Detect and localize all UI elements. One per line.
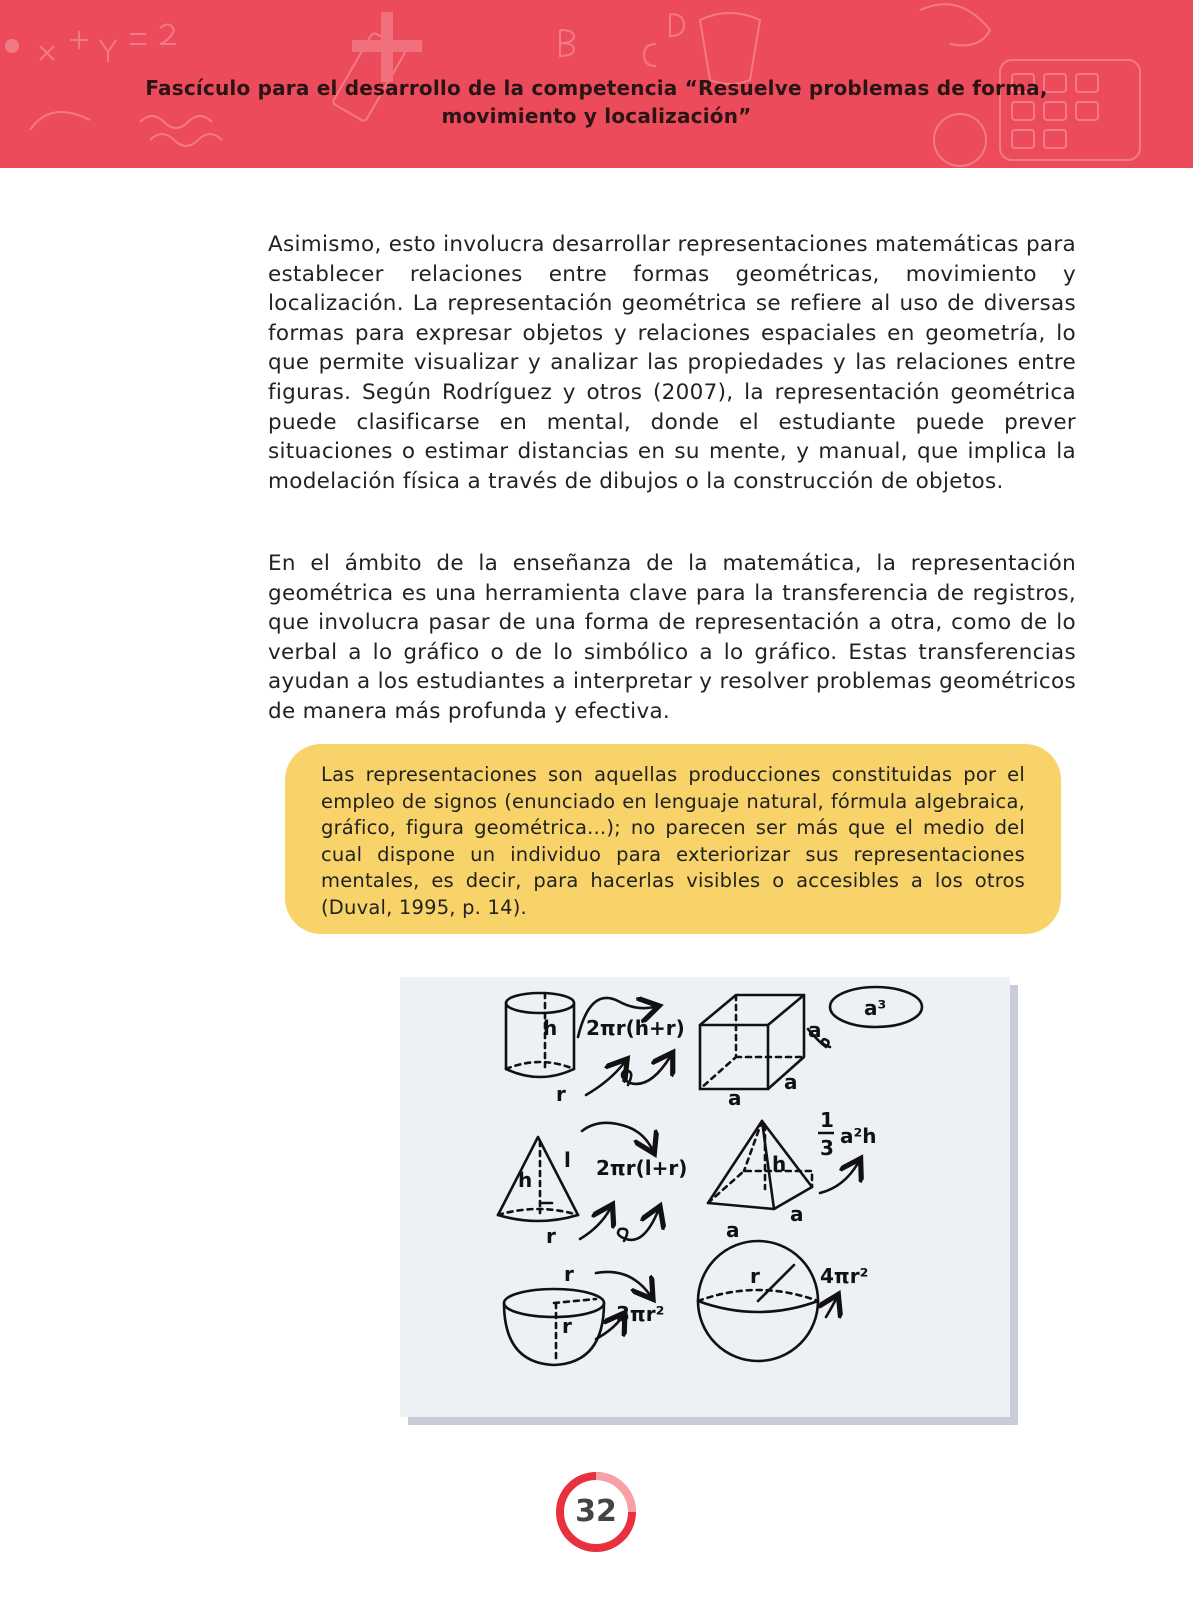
body-paragraph-2: En el ámbito de la enseñanza de la matemática, la representación geométrica es una herramienta clave para la transferencia de registros, que involucra pasar de una forma de representación a otra, como de lo verbal a lo gráfico o de lo simbólico a lo gráfico. Estas transferencias ayudan a los estudiantes a interpretar y resolver problemas geométricos de manera más profunda y efectiva.	[268, 551, 1076, 724]
pyramid-formula-denominator: 3	[820, 1136, 834, 1160]
arrow-icon	[582, 1123, 652, 1149]
page-number-badge	[554, 1470, 638, 1554]
body-paragraph-1: Asimismo, esto involucra desarrollar representaciones matemáticas para establecer relaciones entre formas geométricas, movimiento y localización. La representación geométrica se refiere al uso de diversas formas para expresar objetos y relaciones espaciales en geometría, lo que permite visualizar y analizar las propiedades y las relaciones entre figuras. Según Rodríguez y otros (2007), la representación geométrica puede clasificarse en mental, donde el estudiante puede prever situaciones o estimar distancias en su mente, y manual, que implica la modelación física a través de dibujos o la construcción de objetos.	[268, 232, 1076, 494]
cone-l-label: l	[564, 1148, 571, 1172]
quote-callout	[285, 744, 1061, 934]
quote-text: Las representaciones son aquellas producciones constituidas por el empleo de signos (enunciado en lenguaje natural, fórmula algebraica, gráfico, figura geométrica...); no parecen ser más que el medio del cual dispone un individuo para exteriorizar sus representaciones mentales, es decir, para hacerlas visibles o accesibles a los otros (Duval, 1995, p. 14).	[321, 763, 1025, 919]
arrow-icon	[580, 1209, 610, 1239]
title-line-1: Fascículo para el desarrollo de la competencia “Resuelve problemas de forma,	[145, 76, 1048, 100]
header-banner	[0, 0, 1193, 168]
cone-h-label: h	[518, 1168, 533, 1192]
hemisphere-r-inner-label: r	[562, 1314, 572, 1338]
arrow-icon	[826, 1299, 836, 1317]
cylinder-r-label: r	[556, 1082, 566, 1106]
pyramid-formula-numerator: 1	[820, 1108, 834, 1132]
hemisphere-shape	[504, 1289, 604, 1365]
cylinder-shape	[506, 993, 574, 1077]
cube-a-depth-label: a	[784, 1070, 798, 1094]
sphere-r-label: r	[750, 1264, 760, 1288]
pyramid-a-bottom-label: a	[726, 1218, 740, 1242]
sphere-formula: 4πr²	[820, 1264, 869, 1288]
pyramid-formula-tail: a²h	[840, 1124, 877, 1148]
arrow-icon	[622, 1057, 670, 1085]
sphere-shape	[698, 1241, 818, 1361]
cube-formula: a³	[864, 996, 887, 1020]
arrow-icon	[820, 1163, 858, 1193]
page-number: 32	[575, 1494, 617, 1529]
cylinder-h-label: h	[543, 1016, 558, 1040]
arrow-icon	[618, 1211, 658, 1241]
page-title	[60, 74, 1133, 130]
pyramid-h-label: h	[772, 1152, 787, 1176]
pyramid-shape	[708, 1121, 812, 1209]
hemisphere-r-top-label: r	[564, 1262, 574, 1286]
cube-a-side-label: a	[808, 1018, 822, 1042]
geometry-figure	[400, 977, 1010, 1417]
solids-illustration	[400, 977, 1010, 1417]
arrow-icon	[596, 1272, 650, 1295]
title-line-2: movimiento y localización”	[441, 104, 752, 128]
cone-r-label: r	[546, 1224, 556, 1248]
pyramid-a-side-label: a	[790, 1202, 804, 1226]
cylinder-formula: 2πr(h+r)	[586, 1016, 685, 1040]
hemisphere-formula: 3πr²	[616, 1302, 665, 1326]
arrow-icon	[586, 1063, 624, 1095]
cone-formula: 2πr(l+r)	[596, 1156, 688, 1180]
cube-a-bottom-label: a	[728, 1086, 742, 1110]
